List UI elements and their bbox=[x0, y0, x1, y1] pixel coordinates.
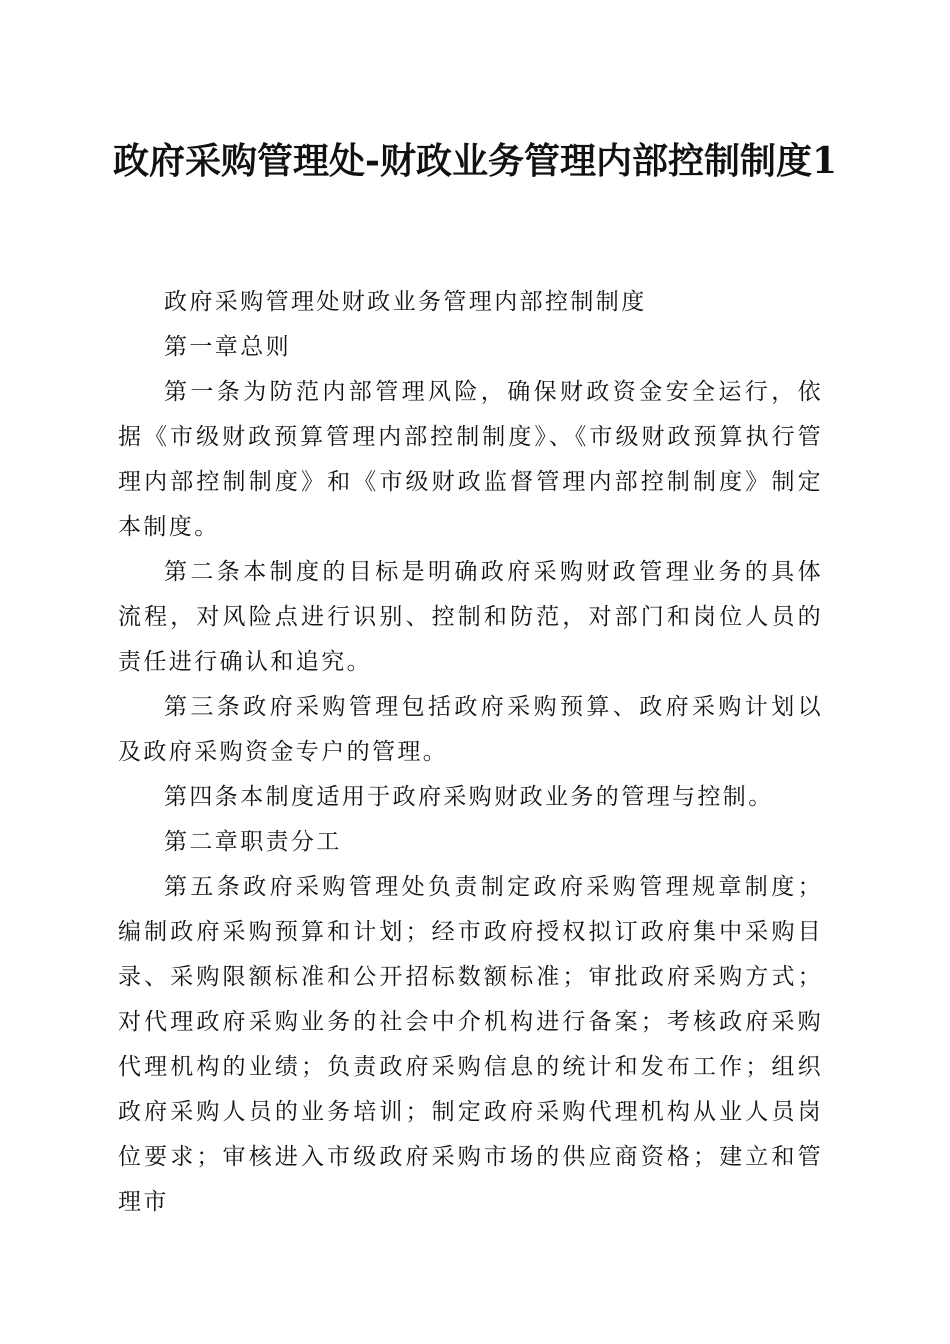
document-title: 政府采购管理处-财政业务管理内部控制制度1 bbox=[113, 140, 837, 182]
article-4: 第四条本制度适用于政府采购财政业务的管理与控制。 bbox=[164, 784, 774, 810]
chapter-heading-1: 第一章总则 bbox=[164, 334, 291, 360]
article-2: 第二条本制度的目标是明确政府采购财政管理业务的具体流程，对风险点进行识别、控制和防范，对部门和岗位人员的责任进行确认和追究。 bbox=[118, 559, 823, 675]
article-5: 第五条政府采购管理处负责制定政府采购管理规章制度；编制政府采购预算和计划；经市政府授权拟订政府集中采购目录、采购限额标准和公开招标数额标准；审批政府采购方式；对代理政府采购业务的社会中介机构进行备案；考核政府采购代理机构的业绩；负责政府采购信息的统计和发布工作；组织政府采购人员的业务培训；制定政府采购代理机构从业人员岗位要求；审核进入市级政府采购市场的供应商资格；建立和管理市 bbox=[118, 874, 823, 1215]
paragraph-subtitle: 政府采购管理处财政业务管理内部控制制度 bbox=[164, 289, 647, 315]
chapter-heading-2: 第二章职责分工 bbox=[164, 829, 342, 855]
article-1: 第一条为防范内部管理风险，确保财政资金安全运行，依据《市级财政预算管理内部控制制度》、《市级财政预算执行管理内部控制制度》和《市级财政监督管理内部控制制度》制定本制度。 bbox=[118, 379, 823, 540]
document-body bbox=[118, 280, 823, 1225]
article-3: 第三条政府采购管理包括政府采购预算、政府采购计划以及政府采购资金专户的管理。 bbox=[118, 694, 823, 765]
